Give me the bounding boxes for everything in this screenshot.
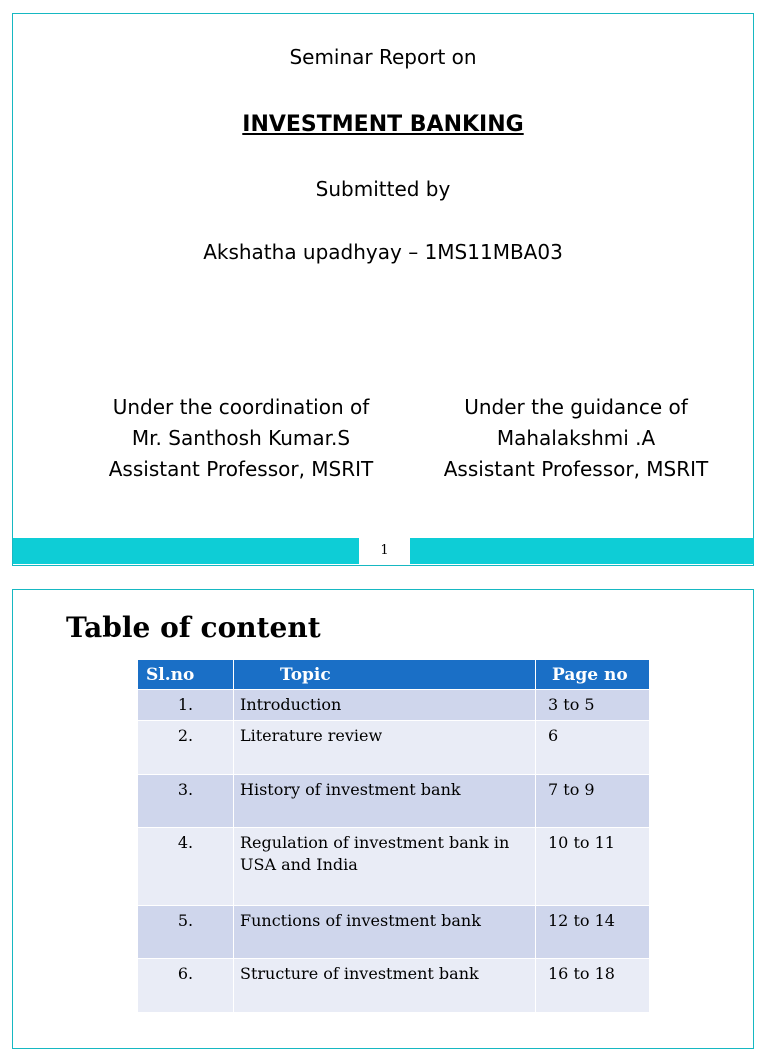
row-slno: 4.: [138, 828, 234, 906]
header-page-no: Page no: [536, 660, 650, 690]
guide-caption: Under the guidance of: [464, 395, 688, 419]
header-topic: Topic: [234, 660, 536, 690]
toc-title: Table of content: [66, 611, 321, 644]
toc-table: [137, 659, 650, 1013]
row-topic: Regulation of investment bank in USA and India: [234, 828, 536, 906]
row-topic: Literature review: [234, 721, 536, 775]
table-row: [138, 690, 650, 721]
row-pages: 10 to 11: [536, 828, 650, 906]
footer-bar-left: [13, 538, 359, 564]
submitted-by-label: Submitted by: [315, 177, 451, 201]
guide-designation: Assistant Professor, MSRIT: [443, 457, 709, 481]
table-row: [138, 828, 650, 906]
row-slno: 3.: [138, 775, 234, 828]
toc-slide: [12, 589, 754, 1049]
row-pages: 6: [536, 721, 650, 775]
header-slno: Sl.no: [138, 660, 234, 690]
table-row: [138, 906, 650, 959]
row-topic: Structure of investment bank: [234, 959, 536, 1013]
row-topic: Functions of investment bank: [234, 906, 536, 959]
coordinator-block: [71, 392, 411, 485]
row-topic: History of investment bank: [234, 775, 536, 828]
coordinator-caption: Under the coordination of: [112, 395, 370, 419]
table-row: [138, 959, 650, 1013]
table-row: [138, 775, 650, 828]
row-pages: 16 to 18: [536, 959, 650, 1013]
coordinator-designation: Assistant Professor, MSRIT: [108, 457, 374, 481]
guide-name: Mahalakshmi .A: [496, 426, 656, 450]
student-name: Akshatha upadhyay – 1MS11MBA03: [203, 240, 563, 264]
row-pages: 3 to 5: [536, 690, 650, 721]
guide-block: [431, 392, 721, 485]
row-slno: 5.: [138, 906, 234, 959]
slide-number: 1: [380, 543, 389, 558]
table-row: [138, 721, 650, 775]
row-topic: Introduction: [234, 690, 536, 721]
row-slno: 2.: [138, 721, 234, 775]
report-heading: Seminar Report on: [289, 45, 477, 69]
row-slno: 1.: [138, 690, 234, 721]
row-slno: 6.: [138, 959, 234, 1013]
cover-slide: [12, 13, 754, 566]
coordinator-name: Mr. Santhosh Kumar.S: [131, 426, 351, 450]
row-pages: 7 to 9: [536, 775, 650, 828]
report-title: INVESTMENT BANKING: [242, 112, 524, 137]
toc-header-row: [138, 660, 650, 690]
footer-bar-right: [410, 538, 754, 564]
row-pages: 12 to 14: [536, 906, 650, 959]
